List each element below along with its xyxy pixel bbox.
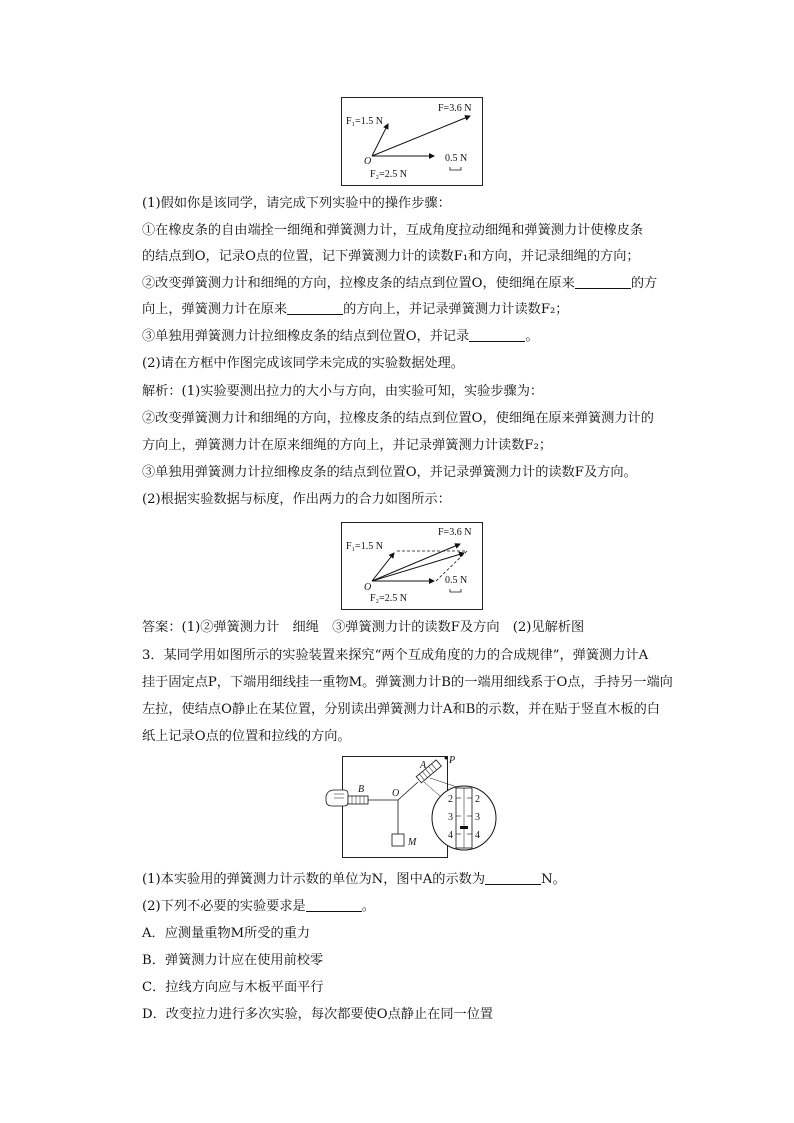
scale-bar [450,589,461,592]
vector-f [372,116,470,156]
tick-3-right: 3 [475,812,480,823]
blank-3[interactable] [469,327,525,342]
analysis-l2: ②改变弹簧测力计和细绳的方向，拉橡皮条的结点到位置O，使细绳在原来弹簧测力计的 [142,411,654,426]
tick-2-right: 2 [475,794,480,805]
label-m: M [408,837,417,848]
pointer [460,826,468,829]
label-scale: 0.5 N [445,575,468,586]
blank-5[interactable] [306,897,362,912]
q3-part1-b: N。 [541,872,566,887]
text-step1-a: ①在橡皮条的自由端拴一细绳和弹簧测力计，互成角度拉动细绳和弹簧测力计使橡皮条 [142,223,644,238]
q3-l2: 挂于固定点P，下端用细线挂一重物M。弹簧测力计B的一端用细线系于O点，手持另一端向 [142,675,673,690]
label-b: B [358,784,365,795]
text-step2-a [142,274,657,294]
vector-f1 [372,124,388,156]
label-p: P [449,755,456,766]
tick-3-left: 3 [448,812,453,823]
text-step2-a1: ②改变弹簧测力计和细绳的方向，拉橡皮条的结点到位置O，使细绳在原来 [142,276,575,291]
option-a: A．应测量重物M所受的重力 [142,926,311,941]
label-f1: F₁=1.5 N [346,541,383,552]
text-step3 [142,327,539,347]
text-step2-b2: 的方向上，并记录弹簧测力计读数F₂； [343,302,569,317]
force-vectors-svg-1 [342,98,482,185]
q3-l1: 3．某同学用如图所示的实验装置来探究“两个互成角度的力的合成规律”，弹簧测力计A [142,648,649,663]
q3-part1-a: (1)本实验用的弹簧测力计示数的单位为N，图中A的示数为 [142,872,486,887]
q3-l3: 左拉，使结点O静止在某位置，分别读出弹簧测力计A和B的示数，并在贴于竖直木板的白 [142,702,660,717]
q3-part2 [142,897,375,917]
label-a: A [420,760,427,771]
blank-4[interactable] [485,870,541,885]
label-f2: F₂=2.5 N [370,169,407,180]
option-c: C．拉线方向应与木板平面平行 [142,980,324,995]
blank-1[interactable] [575,274,631,289]
analysis-l4: ③单独用弹簧测力计拉细橡皮条的结点到位置O，并记录弹簧测力计的读数F及方向。 [142,465,637,480]
text-step3-1: ③单独用弹簧测力计拉细橡皮条的结点到位置O，并记录 [142,329,470,344]
spring-balance-b [348,796,368,804]
label-origin: O [364,156,372,167]
apparatus-svg [320,752,500,862]
text-step2-b1: 向上，弹簧测力计在原来 [142,302,288,317]
tick-4-left: 4 [448,830,453,841]
answer-line: 答案：(1)②弹簧测力计 细绳 ③弹簧测力计的读数F及方向 (2)见解析图 [142,620,585,635]
scale-bar [450,167,461,170]
label-f: F=3.6 N [438,103,472,114]
force-diagram-1 [341,97,483,186]
label-scale: 0.5 N [445,153,468,164]
q3-l4: 纸上记录O点的位置和拉线的方向。 [142,729,351,744]
string-o-a [398,782,418,800]
q3-part1 [142,870,566,890]
force-vectors-svg-2 [342,523,482,609]
text-step2-b [142,300,569,320]
label-origin: O [364,582,372,593]
weight-m [392,834,404,846]
text-intro: (1)假如你是该同学，请完成下列实验中的操作步骤： [142,196,451,211]
q3-part2-a: (2)下列不必要的实验要求是 [142,899,306,914]
tick-4-right: 4 [475,830,480,841]
text-part2: (2)请在方框中作图完成该同学未完成的实验数据处理。 [142,356,464,371]
point-p [445,757,448,760]
force-diagram-2 [341,522,483,610]
label-f2: F₂=2.5 N [370,593,407,604]
analysis-l3: 方向上，弹簧测力计在原来细绳的方向上，并记录弹簧测力计读数F₂； [142,438,553,453]
text-step2-a2: 的方 [630,276,658,291]
q3-part2-b: 。 [361,899,375,914]
blank-2[interactable] [287,300,343,315]
label-f1: F₁=1.5 N [346,116,383,127]
label-f: F=3.6 N [438,527,472,538]
option-d: D．改变拉力进行多次实验，每次都要使O点静止在同一位置 [142,1007,494,1022]
text-step1-b: 的结点到O，记录O点的位置，记下弹簧测力计的读数F₁和方向，并记录细绳的方向； [142,249,640,264]
analysis-l1: 解析：(1)实验要测出拉力的大小与方向，由实验可知，实验步骤为： [142,384,544,399]
text-step3-2: 。 [525,329,539,344]
label-o: O [392,788,400,799]
analysis-l5: (2)根据实验数据与标度，作出两力的合力如图所示： [142,492,451,507]
tick-2-left: 2 [448,794,453,805]
option-b: B．弹簧测力计应在使用前校零 [142,953,324,968]
